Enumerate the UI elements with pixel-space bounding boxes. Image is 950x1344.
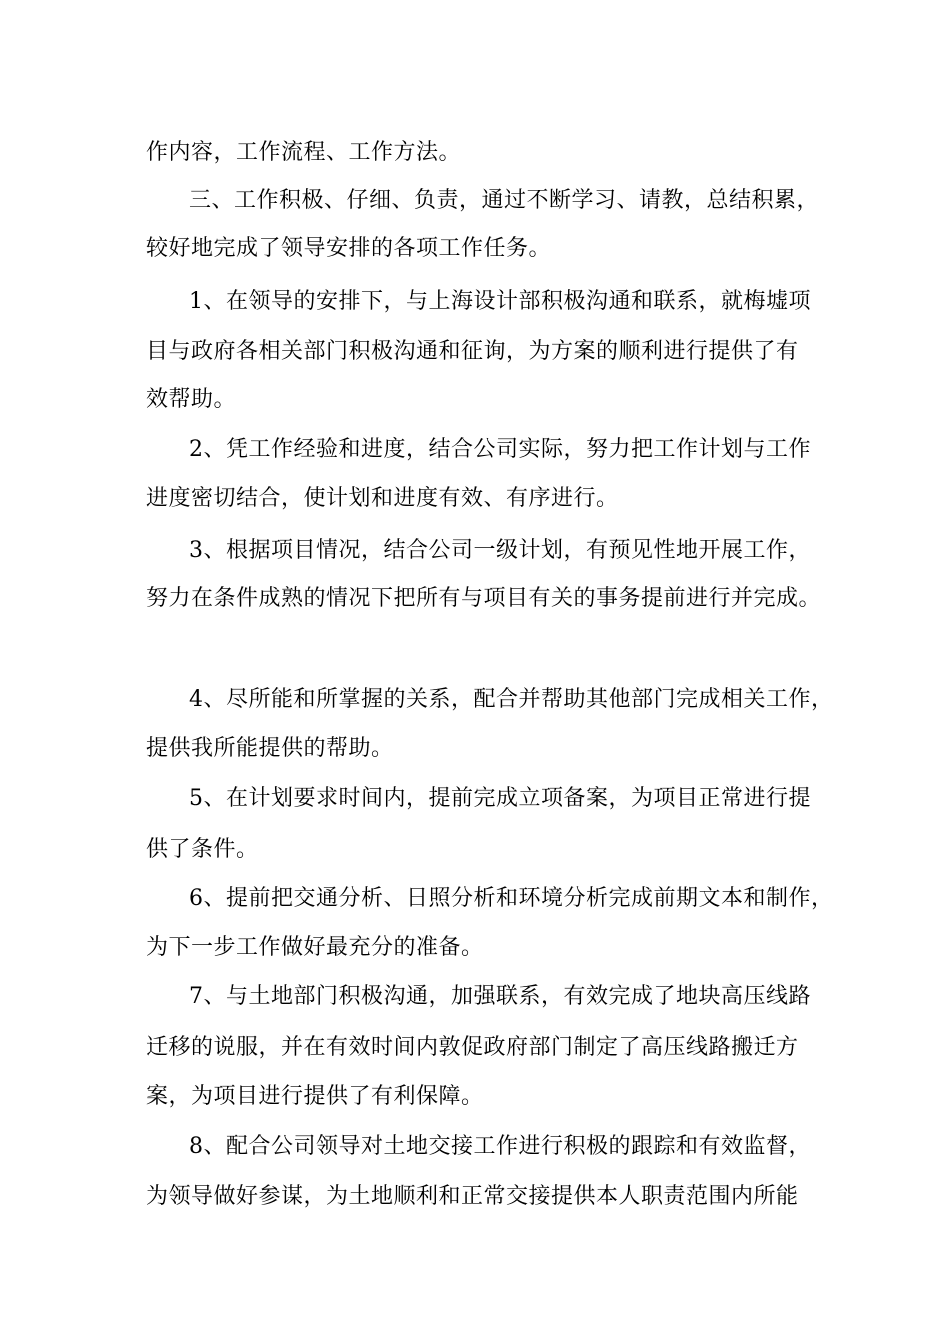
- item-1-line-3: 效帮助。: [146, 387, 237, 412]
- item-4-line-1: 4、尽所能和所掌握的关系，配合并帮助其他部门完成相关工作，: [189, 687, 834, 712]
- item-3-line-2: 努力在条件成熟的情况下把所有与项目有关的事务提前进行并完成。: [146, 586, 822, 611]
- item-4-line-2: 提供我所能提供的帮助。: [146, 736, 394, 761]
- item-7-line-1: 7、与土地部门积极沟通，加强联系，有效完成了地块高压线路: [189, 984, 811, 1009]
- item-8-line-2: 为领导做好参谋，为土地顺利和正常交接提供本人职责范围内所能: [146, 1184, 799, 1209]
- item-5-line-1: 5、在计划要求时间内，提前完成立项备案，为项目正常进行提: [189, 786, 811, 811]
- text-line-3: 较好地完成了领导安排的各项工作任务。: [146, 236, 552, 261]
- item-8-line-1: 8、配合公司领导对土地交接工作进行积极的跟踪和有效监督，: [189, 1134, 811, 1159]
- item-6-line-1: 6、提前把交通分析、日照分析和环境分析完成前期文本和制作，: [189, 886, 834, 911]
- text-line-1: 作内容，工作流程、工作方法。: [146, 140, 462, 165]
- section-3-heading: 三、工作积极、仔细、负责，通过不断学习、请教，总结积累，: [189, 188, 820, 213]
- item-5-line-2: 供了条件。: [146, 837, 259, 862]
- item-7-line-3: 案，为项目进行提供了有利保障。: [146, 1084, 484, 1109]
- item-7-line-2: 迁移的说服，并在有效时间内敦促政府部门制定了高压线路搬迁方: [146, 1035, 799, 1060]
- item-1-line-2: 目与政府各相关部门积极沟通和征询，为方案的顺利进行提供了有: [146, 339, 799, 364]
- item-2-line-2: 进度密切结合，使计划和进度有效、有序进行。: [146, 486, 619, 511]
- item-6-line-2: 为下一步工作做好最充分的准备。: [146, 935, 484, 960]
- item-2-line-1: 2、凭工作经验和进度，结合公司实际，努力把工作计划与工作: [189, 437, 811, 462]
- item-1-line-1: 1、在领导的安排下，与上海设计部积极沟通和联系，就梅墟项: [189, 289, 811, 314]
- item-3-line-1: 3、根据项目情况，结合公司一级计划，有预见性地开展工作，: [189, 538, 811, 563]
